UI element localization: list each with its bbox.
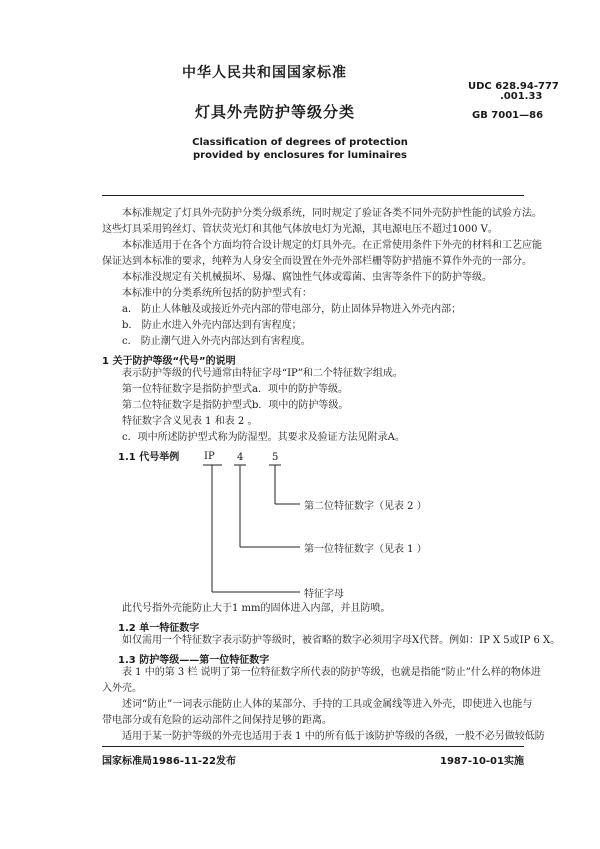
diagram-label-first: 第一位特征数字（见表 1 ） xyxy=(304,544,427,555)
paragraph-1-cont: 这些灯具采用钨丝灯、管状荧光灯和其他气体放电灯为光源，其电源电压不超过1000 V。 xyxy=(102,224,498,235)
diagram-label-letters: 特征字母 xyxy=(304,589,344,600)
title-english-line-2: provided by enclosures for luminaires xyxy=(193,150,407,161)
paragraph-1: 本标准规定了灯具外壳防护分类分级系统，同时规定了验证各类不同外壳防护性能的试验方法。 xyxy=(122,208,542,219)
diagram-label-second: 第二位特征数字（见表 2 ） xyxy=(304,501,427,512)
section-1-3-heading: 1.3 防护等级——第一位特征数字 xyxy=(118,655,270,666)
diagram-digit-second: 5 xyxy=(272,452,279,463)
paragraph-3: 本标准没规定有关机械损坏、易爆、腐蚀性气体或霉菌、虫害等条件下的防护等级。 xyxy=(122,272,492,283)
list-item-c: c． 防止潮气进入外壳内部达到有害程度。 xyxy=(122,336,311,347)
list-item-a: a． 防止人体触及或接近外壳内部的带电部分，防止固体异物进入外壳内部； xyxy=(122,304,462,315)
effective-date: 1987-10-01实施 xyxy=(440,756,524,767)
paragraph-2-cont: 保证达到本标准的要求，纯粹为人身安全而设置在外壳外部栏栅等防护措施不算作外壳的一部分。 xyxy=(102,256,532,267)
paragraph-2: 本标准适用于在各个方面均符合设计规定的灯具外壳。在正常使用条件下外壳的材料和工艺应能 xyxy=(122,240,542,251)
title-english-line-1: Classification of degrees of protection xyxy=(192,137,408,148)
section-1-p3: 第二位特征数字是指防护型式b．项中的防护等级。 xyxy=(122,400,349,411)
title-chinese: 灯具外壳防护等级分类 xyxy=(195,103,356,121)
section-1-p2: 第一位特征数字是指防护型式a．项中的防护等级。 xyxy=(122,384,348,395)
list-item-b: b． 防止水进入外壳内部达到有害程度； xyxy=(122,320,302,331)
section-1-2-p: 如仅需用一个特征数字表示防护等级时，被省略的数字必须用字母X代替。例如：IP X 5或IP 6 X。 xyxy=(122,635,561,646)
section-1-p1: 表示防护等级的代号通常由特征字母“IP”和二个特征数字组成。 xyxy=(122,368,403,379)
section-1-3-p1: 表 1 中的第 3 栏 说明了第一位特征数字所代表的防护等级，也就是指能“防止”什么样的物体进 xyxy=(122,667,541,678)
diagram-ip-letters: IP xyxy=(204,451,215,462)
udc-line-1: UDC 628.94-777 xyxy=(468,81,559,92)
section-1-3-p2-cont: 带电部分或有危险的运动部件之间保持足够的距离。 xyxy=(102,715,332,726)
section-1-1-heading: 1.1 代号举例 xyxy=(118,452,180,463)
section-1-3-p1-cont: 入外壳。 xyxy=(102,683,142,694)
standard-header: 中华人民共和国国家标准 xyxy=(182,65,347,81)
section-1-3-p2: 述词“防止”一词表示能防止人体的某部分、手持的工具或金属线等进入外壳，即使进入也能与 xyxy=(122,699,533,710)
section-1-p4: 特征数字含义见表 1 和表 2 。 xyxy=(122,416,258,427)
udc-line-2: .001.33 xyxy=(500,91,543,102)
gb-number: GB 7001—86 xyxy=(472,110,544,121)
section-1-2-heading: 1.2 单一特征数字 xyxy=(118,623,200,634)
section-1-heading: 1 关于防护等级“代号”的说明 xyxy=(102,356,236,367)
example-note: 此代号指外壳能防止大于1 mm的固体进入内部，并且防喷。 xyxy=(122,603,391,614)
paragraph-4: 本标准中的分类系统所包括的防护型式有： xyxy=(122,288,312,299)
issue-date: 国家标准局1986-11-22发布 xyxy=(102,756,236,767)
section-1-p5: c．项中所述防护型式称为防湿型。其要求及验证方法见附录A。 xyxy=(122,432,405,443)
section-1-3-p3: 适用于某一防护等级的外壳也适用于表 1 中的所有低于该防护等级的各级，一般不必另做较低防 xyxy=(122,731,545,742)
diagram-digit-first: 4 xyxy=(237,452,244,463)
bottom-rule xyxy=(102,746,524,747)
